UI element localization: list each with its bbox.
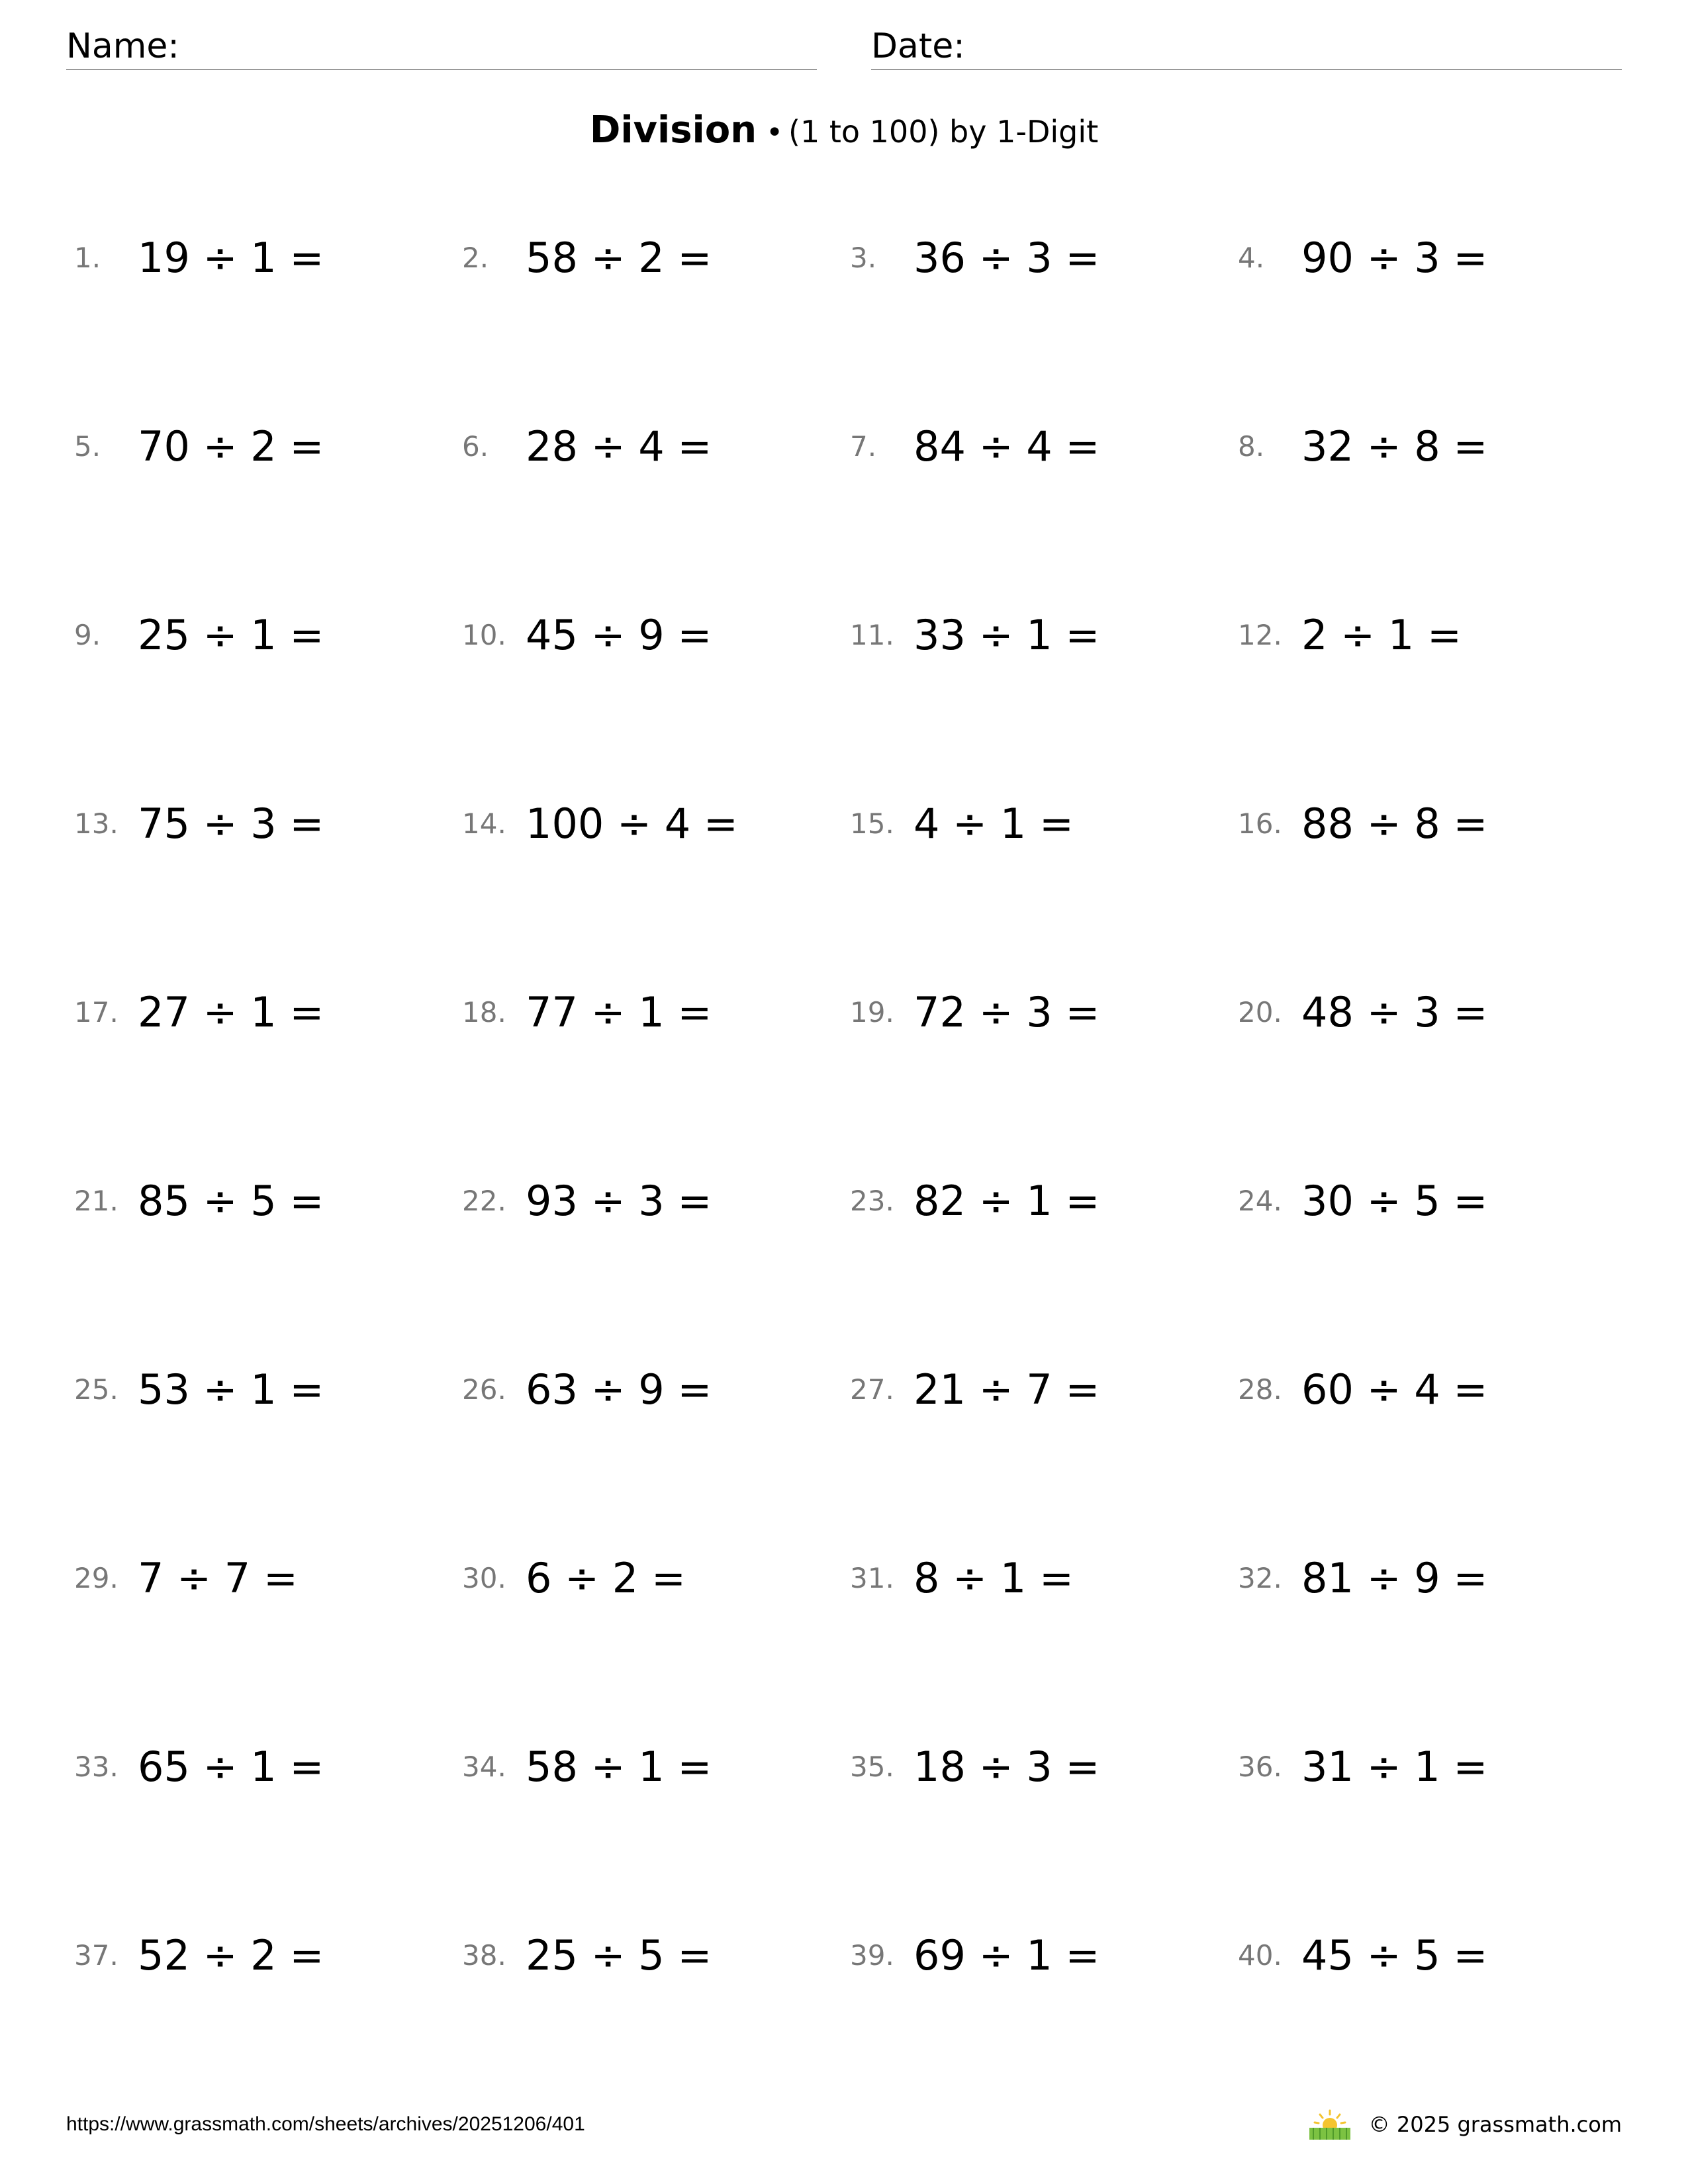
title-separator: • bbox=[766, 116, 784, 150]
problem-number: 10. bbox=[462, 619, 506, 651]
problem-number: 26. bbox=[462, 1373, 506, 1406]
problem-expression: 63 ÷ 9 = bbox=[526, 1365, 712, 1414]
name-field[interactable] bbox=[66, 25, 817, 70]
problem-number: 7. bbox=[850, 430, 877, 463]
problem-expression: 69 ÷ 1 = bbox=[914, 1931, 1100, 1979]
problem-number: 19. bbox=[850, 996, 894, 1028]
footer-url: https://www.grassmath.com/sheets/archives/20251206/401 bbox=[66, 2113, 585, 2135]
problem-number: 34. bbox=[462, 1751, 506, 1783]
problem-number: 4. bbox=[1238, 242, 1265, 274]
problem-number: 35. bbox=[850, 1751, 894, 1783]
problem-expression: 100 ÷ 4 = bbox=[526, 799, 738, 848]
problem-number: 8. bbox=[1238, 430, 1265, 463]
problem-expression: 7 ÷ 7 = bbox=[138, 1554, 298, 1602]
problem-number: 25. bbox=[74, 1373, 118, 1406]
problem-expression: 72 ÷ 3 = bbox=[914, 988, 1100, 1036]
problem-number: 2. bbox=[462, 242, 489, 274]
problem-expression: 21 ÷ 7 = bbox=[914, 1365, 1100, 1414]
problem-expression: 2 ÷ 1 = bbox=[1301, 611, 1462, 659]
problem-number: 20. bbox=[1238, 996, 1282, 1028]
problem-number: 39. bbox=[850, 1939, 894, 1972]
problem-expression: 33 ÷ 1 = bbox=[914, 611, 1100, 659]
problem-expression: 25 ÷ 1 = bbox=[138, 611, 324, 659]
problem-number: 37. bbox=[74, 1939, 118, 1972]
problem-expression: 48 ÷ 3 = bbox=[1301, 988, 1488, 1036]
problem-number: 23. bbox=[850, 1185, 894, 1217]
problem-number: 40. bbox=[1238, 1939, 1282, 1972]
problem-number: 14. bbox=[462, 807, 506, 840]
problem-expression: 8 ÷ 1 = bbox=[914, 1554, 1074, 1602]
problem-expression: 93 ÷ 3 = bbox=[526, 1177, 712, 1225]
title-subtitle: (1 to 100) by 1-Digit bbox=[788, 114, 1099, 150]
problem-number: 3. bbox=[850, 242, 877, 274]
title-main: Division bbox=[589, 109, 757, 152]
problem-expression: 84 ÷ 4 = bbox=[914, 422, 1100, 471]
footer-branding bbox=[1307, 2106, 1622, 2143]
problem-number: 15. bbox=[850, 807, 894, 840]
problem-expression: 4 ÷ 1 = bbox=[914, 799, 1074, 848]
copyright-text: © 2025 grassmath.com bbox=[1368, 2112, 1622, 2137]
problem-number: 16. bbox=[1238, 807, 1282, 840]
problem-number: 22. bbox=[462, 1185, 506, 1217]
problem-expression: 32 ÷ 8 = bbox=[1301, 422, 1488, 471]
problem-expression: 28 ÷ 4 = bbox=[526, 422, 712, 471]
problem-expression: 31 ÷ 1 = bbox=[1301, 1743, 1488, 1791]
problem-number: 11. bbox=[850, 619, 894, 651]
problem-expression: 58 ÷ 2 = bbox=[526, 234, 712, 282]
problem-expression: 70 ÷ 2 = bbox=[138, 422, 324, 471]
problem-expression: 30 ÷ 5 = bbox=[1301, 1177, 1488, 1225]
problem-expression: 45 ÷ 9 = bbox=[526, 611, 712, 659]
problem-number: 17. bbox=[74, 996, 118, 1028]
problem-number: 6. bbox=[462, 430, 489, 463]
problem-expression: 60 ÷ 4 = bbox=[1301, 1365, 1488, 1414]
problem-expression: 77 ÷ 1 = bbox=[526, 988, 712, 1036]
date-label: Date: bbox=[871, 26, 965, 66]
problem-number: 36. bbox=[1238, 1751, 1282, 1783]
problem-number: 13. bbox=[74, 807, 118, 840]
date-field[interactable] bbox=[871, 25, 1622, 70]
problem-number: 30. bbox=[462, 1562, 506, 1594]
problem-expression: 36 ÷ 3 = bbox=[914, 234, 1100, 282]
problem-number: 27. bbox=[850, 1373, 894, 1406]
problem-number: 21. bbox=[74, 1185, 118, 1217]
problem-expression: 19 ÷ 1 = bbox=[138, 234, 324, 282]
problem-number: 31. bbox=[850, 1562, 894, 1594]
problem-expression: 85 ÷ 5 = bbox=[138, 1177, 324, 1225]
problem-expression: 58 ÷ 1 = bbox=[526, 1743, 712, 1791]
worksheet-title bbox=[0, 107, 1688, 162]
problem-expression: 6 ÷ 2 = bbox=[526, 1554, 686, 1602]
grass-sun-logo-icon bbox=[1307, 2108, 1353, 2141]
problem-expression: 82 ÷ 1 = bbox=[914, 1177, 1100, 1225]
problem-number: 28. bbox=[1238, 1373, 1282, 1406]
problem-number: 33. bbox=[74, 1751, 118, 1783]
problem-expression: 75 ÷ 3 = bbox=[138, 799, 324, 848]
problem-number: 24. bbox=[1238, 1185, 1282, 1217]
problem-expression: 81 ÷ 9 = bbox=[1301, 1554, 1488, 1602]
problem-expression: 27 ÷ 1 = bbox=[138, 988, 324, 1036]
problem-number: 29. bbox=[74, 1562, 118, 1594]
problem-expression: 45 ÷ 5 = bbox=[1301, 1931, 1488, 1979]
problem-number: 38. bbox=[462, 1939, 506, 1972]
problem-expression: 65 ÷ 1 = bbox=[138, 1743, 324, 1791]
problem-number: 5. bbox=[74, 430, 101, 463]
problem-number: 18. bbox=[462, 996, 506, 1028]
problem-expression: 18 ÷ 3 = bbox=[914, 1743, 1100, 1791]
problem-expression: 88 ÷ 8 = bbox=[1301, 799, 1488, 848]
problem-expression: 53 ÷ 1 = bbox=[138, 1365, 324, 1414]
problem-number: 9. bbox=[74, 619, 101, 651]
problem-number: 32. bbox=[1238, 1562, 1282, 1594]
problem-number: 12. bbox=[1238, 619, 1282, 651]
name-label: Name: bbox=[66, 26, 179, 66]
problem-expression: 90 ÷ 3 = bbox=[1301, 234, 1488, 282]
problem-number: 1. bbox=[74, 242, 101, 274]
problem-expression: 52 ÷ 2 = bbox=[138, 1931, 324, 1979]
problem-expression: 25 ÷ 5 = bbox=[526, 1931, 712, 1979]
